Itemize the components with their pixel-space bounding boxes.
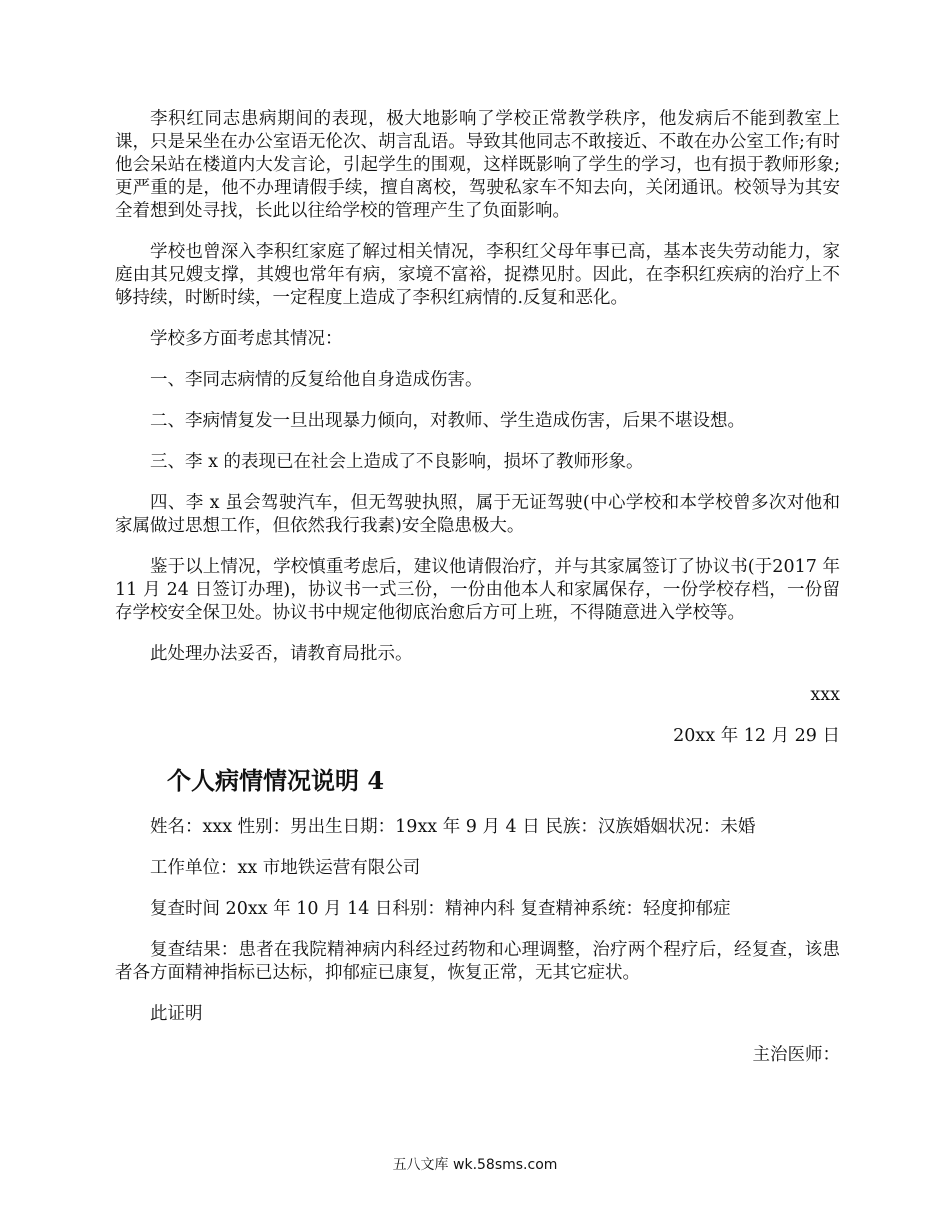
footer-watermark: 五八文库 wk.58sms.com <box>392 1157 558 1173</box>
list-item: 三、李 x 的表现已在社会上造成了不良影响，损坏了教师形象。 <box>150 452 644 472</box>
certification-line: 此证明 <box>150 1004 203 1024</box>
document-body <box>115 108 840 1085</box>
list-item: 四、李 x 虽会驾驶汽车，但无驾驶执照，属于无证驾驶(中心学校和本学校曾多次对他和家属做过思想工作，但依然我行我素)安全隐患极大。 <box>115 493 840 536</box>
review-result-paragraph: 复查结果：患者在我院精神病内科经过药物和心理调整，治疗两个程疗后，经复查，该患者各方面精神指标已达标，抑郁症已康复，恢复正常，无其它症状。 <box>115 940 840 983</box>
paragraph: 鉴于以上情况，学校慎重考虑后，建议他请假治疗，并与其家属签订了协议书(于2017 年 11 月 24 日签订办理)，协议书一式三份，一份由他本人和家属保存，一份学校存档，一份留存学校安全保卫处。协议书中规定他彻底治愈后方可上班，不得随意进入学校等。 <box>115 557 840 623</box>
section-heading: 个人病情情况说明 4 <box>167 766 385 795</box>
work-unit-line: 工作单位：xx 市地铁运营有限公司 <box>150 858 421 878</box>
doctor-signature-label: 主治医师： <box>752 1045 840 1065</box>
paragraph: 学校也曾深入李积红家庭了解过相关情况，李积红父母年事已高，基本丧失劳动能力，家庭由其兄嫂支撑，其嫂也常年有病，家境不富裕，捉襟见肘。因此，在李积红疾病的治疗上不够持续，时断时续，一定程度上造成了李积红病情的.反复和恶化。 <box>115 242 840 308</box>
signature-date: 20xx 年 12 月 29 日 <box>673 726 840 746</box>
list-item: 一、李同志病情的反复给他自身造成伤害。 <box>150 370 483 390</box>
personal-info-line: 姓名：xxx 性别：男出生日期：19xx 年 9 月 4 日 民族：汉族婚姻状况：未婚 <box>150 817 756 837</box>
review-time-line: 复查时间 20xx 年 10 月 14 日科别：精神内科 复查精神系统：轻度抑郁症 <box>150 899 731 919</box>
list-item: 二、李病情复发一旦出现暴力倾向，对教师、学生造成伤害，后果不堪设想。 <box>150 411 745 431</box>
paragraph: 学校多方面考虑其情况： <box>150 329 343 349</box>
paragraph: 李积红同志患病期间的表现，极大地影响了学校正常教学秩序，他发病后不能到教室上课，只是呆坐在办公室语无伦次、胡言乱语。导致其他同志不敢接近、不敢在办公室工作;有时他会呆站在楼道内大发言论，引起学生的围观，这样既影响了学生的学习，也有损于教师形象;更严重的是，他不办理请假手续，擅自离校，驾驶私家车不知去向，关闭通讯。校领导为其安全着想到处寻找，长此以往给学校的管理产生了负面影响。 <box>115 109 840 221</box>
signature-name: xxx <box>810 685 840 705</box>
paragraph: 此处理办法妥否，请教育局批示。 <box>150 644 413 664</box>
